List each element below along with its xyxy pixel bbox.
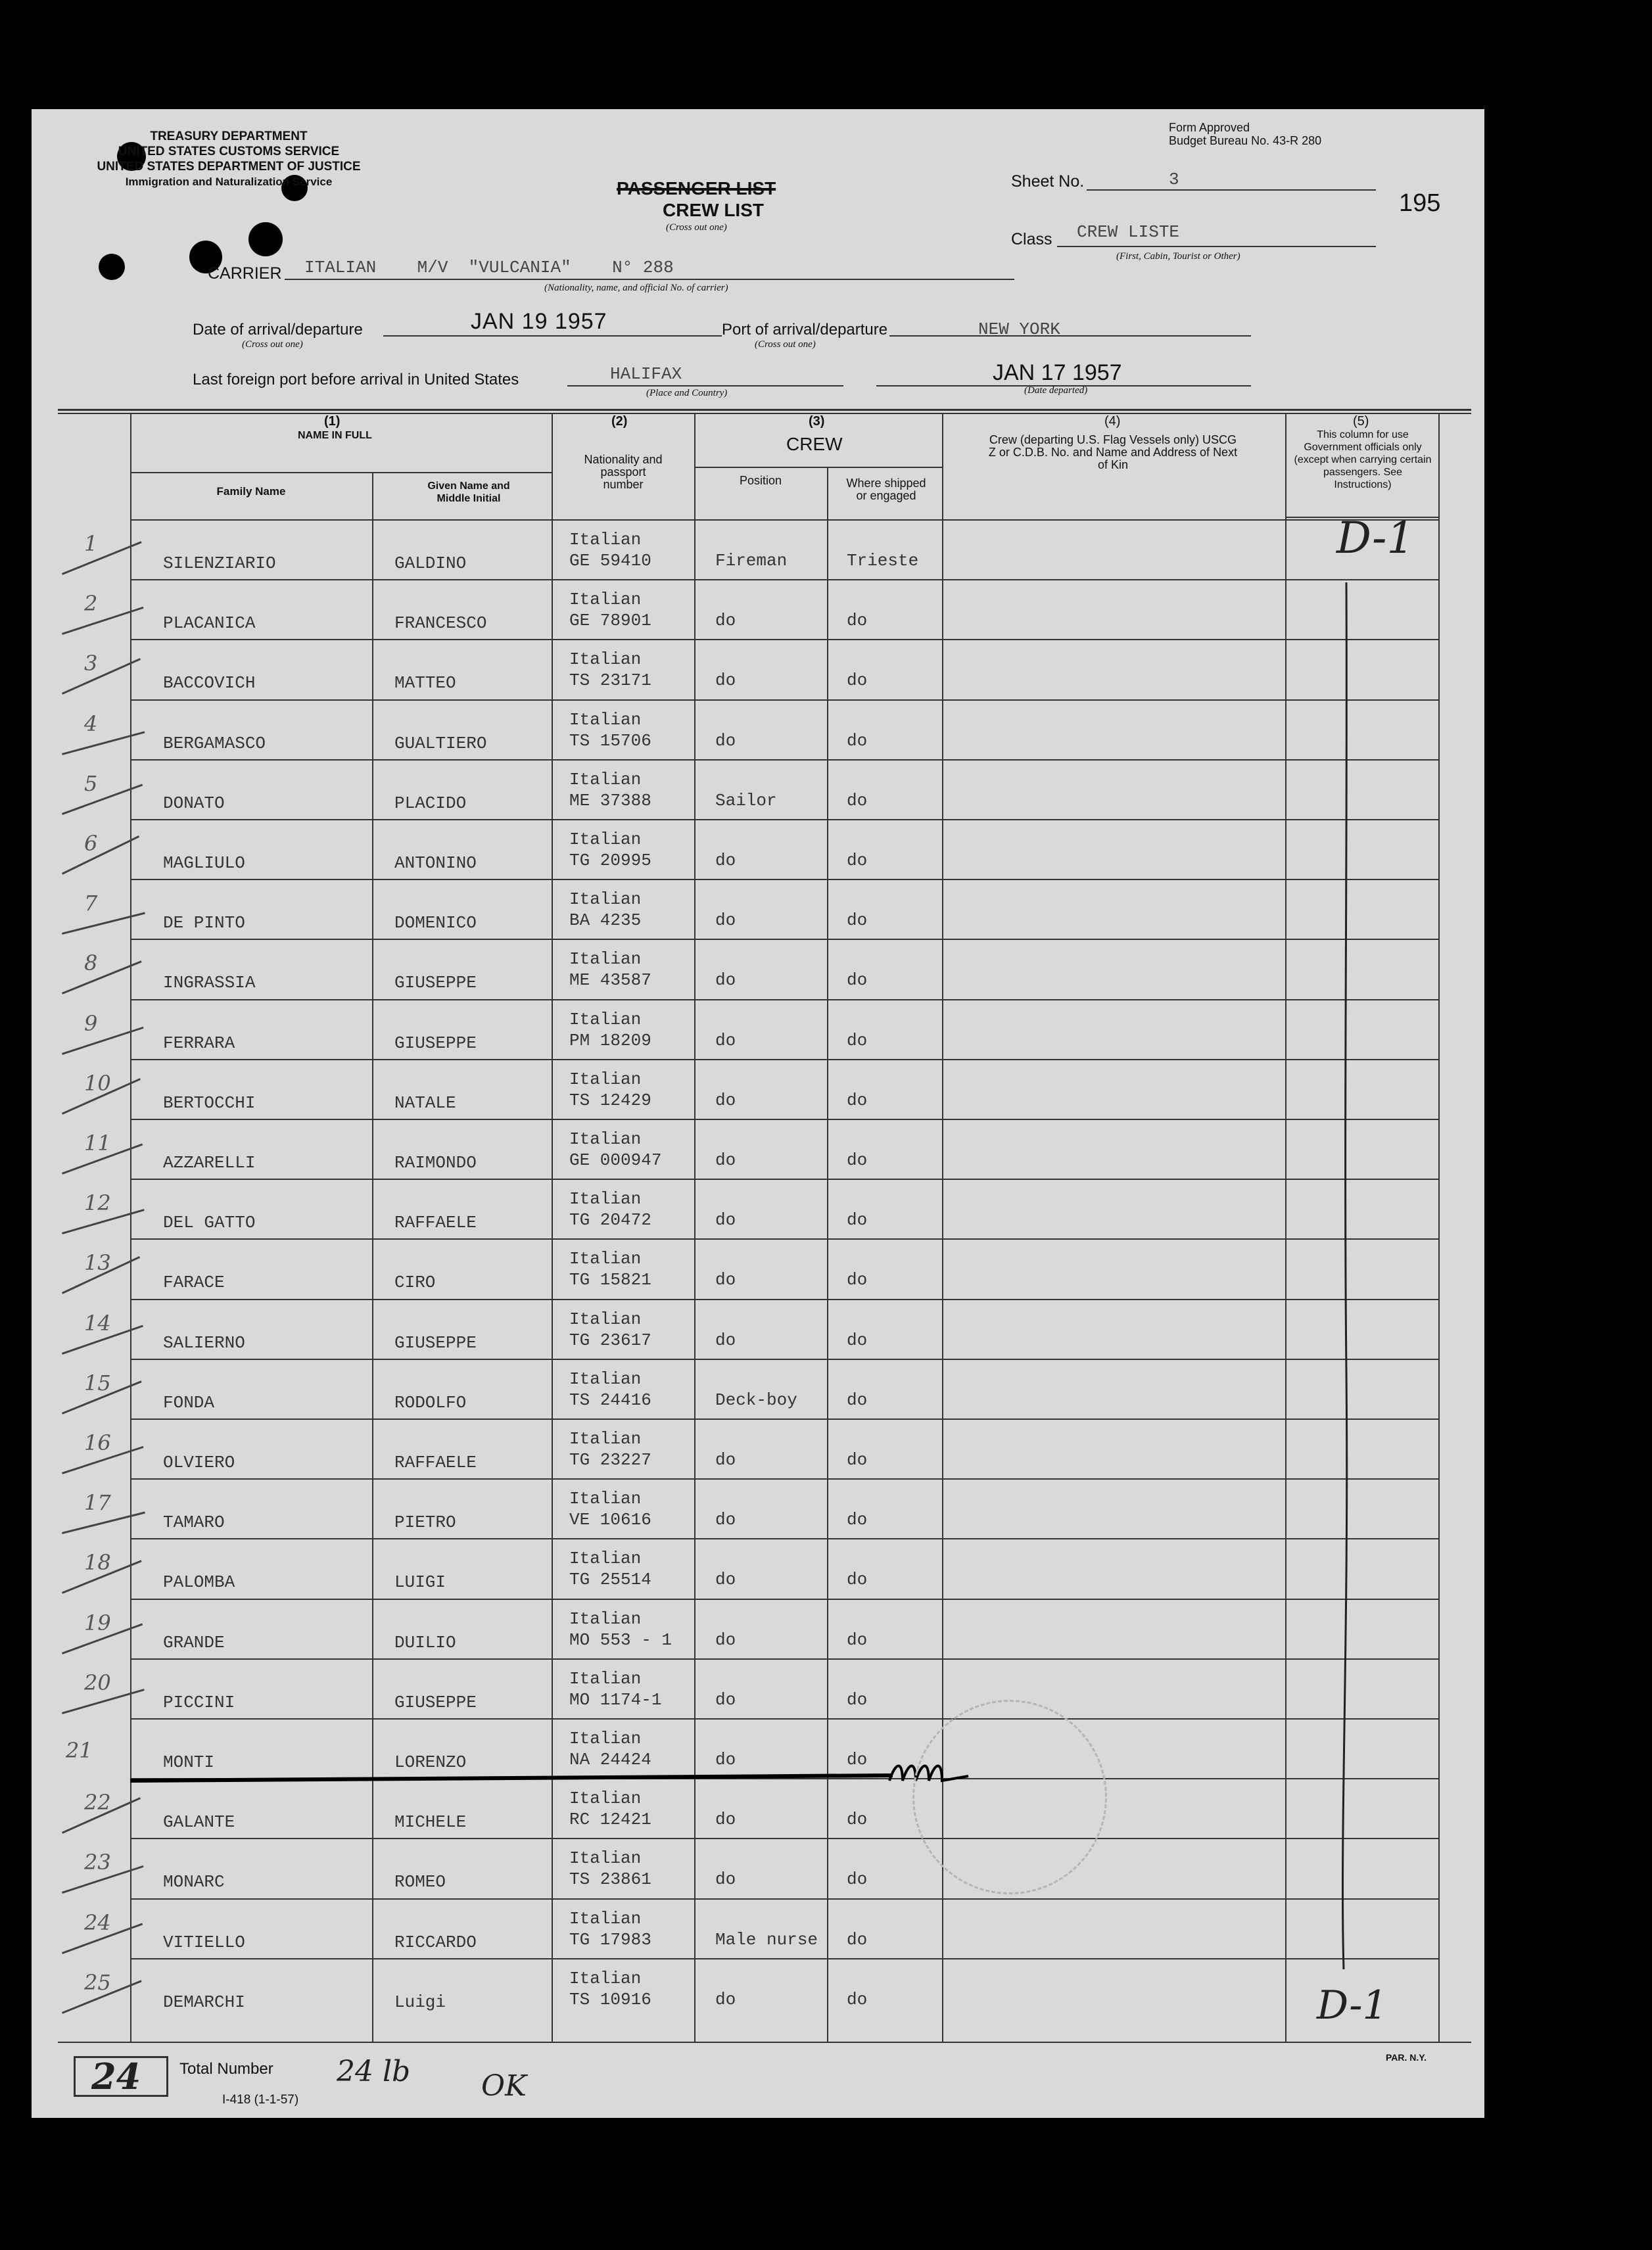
position-cell: do bbox=[715, 1031, 736, 1050]
passport-cell: PM 18209 bbox=[569, 1031, 651, 1050]
carrier-hint: (Nationality, name, and official No. of carrier) bbox=[544, 283, 728, 293]
row-number: 22 bbox=[84, 1790, 111, 1815]
col5-num: (5) bbox=[1353, 414, 1369, 429]
passport-cell: TG 20995 bbox=[569, 851, 651, 870]
passport-cell: BA 4235 bbox=[569, 910, 642, 930]
where-shipped-cell: do bbox=[847, 1750, 868, 1770]
position-cell: do bbox=[715, 1869, 736, 1889]
position-cell: do bbox=[715, 1090, 736, 1110]
nationality-cell: Italian bbox=[569, 949, 642, 969]
given-name-cell: NATALE bbox=[394, 1093, 456, 1113]
nationality-cell: Italian bbox=[569, 1609, 642, 1629]
given-name-cell: ROMEO bbox=[394, 1872, 446, 1892]
family-name-header: Family Name bbox=[216, 485, 286, 498]
where-shipped-cell: do bbox=[847, 611, 868, 630]
cross-out-hint-date: (Cross out one) bbox=[242, 339, 303, 350]
col4-title: Crew (departing U.S. Flag Vessels only) USCG Z or C.D.B. No. and Name and Address of Next of Kin bbox=[988, 433, 1238, 471]
ok-mark: OK bbox=[481, 2069, 527, 2103]
row-number: 23 bbox=[84, 1850, 111, 1875]
where-shipped-cell: do bbox=[847, 910, 868, 930]
family-name-cell: SALIERNO bbox=[163, 1333, 245, 1353]
nationality-cell: Italian bbox=[569, 1069, 642, 1089]
dept-line: UNITED STATES CUSTOMS SERVICE bbox=[118, 145, 340, 158]
family-name-cell: FONDA bbox=[163, 1393, 215, 1413]
crew-list-title: CREW LIST bbox=[663, 200, 764, 220]
row-number: 4 bbox=[84, 711, 98, 736]
nationality-cell: Italian bbox=[569, 1669, 642, 1689]
nationality-cell: Italian bbox=[569, 1010, 642, 1029]
given-name-cell: LORENZO bbox=[394, 1752, 467, 1772]
last-port-value: HALIFAX bbox=[610, 364, 682, 384]
family-name-cell: DEMARCHI bbox=[163, 1992, 245, 2012]
family-name-cell: DE PINTO bbox=[163, 913, 245, 933]
given-name-cell: CIRO bbox=[394, 1273, 436, 1292]
row-number: 24 bbox=[84, 1910, 111, 1935]
family-name-cell: BERTOCCHI bbox=[163, 1093, 256, 1113]
passport-cell: TG 23227 bbox=[569, 1450, 651, 1470]
handwritten-total: 24 lb bbox=[337, 2055, 411, 2088]
family-name-cell: DONATO bbox=[163, 793, 225, 813]
position-cell: do bbox=[715, 1570, 736, 1589]
passport-cell: ME 43587 bbox=[569, 970, 651, 990]
where-shipped-cell: do bbox=[847, 1810, 868, 1829]
nationality-cell: Italian bbox=[569, 830, 642, 849]
where-shipped-cell: do bbox=[847, 1990, 868, 2009]
position-cell: do bbox=[715, 1750, 736, 1770]
given-name-cell: FRANCESCO bbox=[394, 613, 487, 633]
where-shipped-cell: do bbox=[847, 1690, 868, 1710]
family-name-cell: MAGLIULO bbox=[163, 853, 245, 873]
passport-cell: TG 15821 bbox=[569, 1270, 651, 1290]
given-name-cell: GIUSEPPE bbox=[394, 1693, 477, 1712]
row-number: 1 bbox=[84, 531, 98, 556]
where-shipped-cell: Trieste bbox=[847, 551, 919, 571]
where-shipped-header: Where shipped or engaged bbox=[846, 477, 926, 502]
position-cell: do bbox=[715, 1450, 736, 1470]
position-cell: do bbox=[715, 851, 736, 870]
dept-line: UNITED STATES DEPARTMENT OF JUSTICE bbox=[97, 160, 361, 174]
position-cell: do bbox=[715, 670, 736, 690]
where-shipped-cell: do bbox=[847, 1450, 868, 1470]
family-name-cell: FERRARA bbox=[163, 1033, 235, 1053]
nationality-cell: Italian bbox=[569, 1969, 642, 1988]
position-cell: Fireman bbox=[715, 551, 788, 571]
col4-num: (4) bbox=[1104, 414, 1121, 429]
check-tick-mark bbox=[62, 658, 141, 695]
given-name-cell: PLACIDO bbox=[394, 793, 467, 813]
cross-out-hint-port: (Cross out one) bbox=[755, 339, 816, 350]
position-cell: do bbox=[715, 1630, 736, 1650]
place-country-hint: (Place and Country) bbox=[646, 388, 728, 398]
nationality-cell: Italian bbox=[569, 1729, 642, 1748]
nationality-cell: Italian bbox=[569, 1429, 642, 1449]
printer-mark: PAR. N.Y. bbox=[1386, 2052, 1427, 2063]
passport-cell: TS 12429 bbox=[569, 1090, 651, 1110]
row-number: 21 bbox=[66, 1738, 93, 1763]
check-tick-mark bbox=[62, 835, 139, 875]
column5-note-top: D-1 bbox=[1336, 513, 1415, 563]
given-name-cell: DUILIO bbox=[394, 1633, 456, 1652]
family-name-cell: GALANTE bbox=[163, 1812, 235, 1832]
sheet-value: 3 bbox=[1169, 170, 1179, 189]
where-shipped-cell: do bbox=[847, 1930, 868, 1950]
row-number: 10 bbox=[84, 1071, 111, 1096]
total-box bbox=[74, 2056, 168, 2097]
position-cell: do bbox=[715, 1210, 736, 1230]
passport-cell: NA 24424 bbox=[569, 1750, 651, 1770]
column5-bracket-line bbox=[1320, 582, 1373, 1996]
family-name-cell: SILENZIARIO bbox=[163, 553, 276, 573]
position-cell: do bbox=[715, 970, 736, 990]
family-name-cell: BERGAMASCO bbox=[163, 734, 266, 753]
position-cell: do bbox=[715, 1810, 736, 1829]
nationality-cell: Italian bbox=[569, 1489, 642, 1509]
total-number-label: Total Number bbox=[179, 2060, 273, 2078]
where-shipped-cell: do bbox=[847, 791, 868, 810]
given-name-cell: RICCARDO bbox=[394, 1933, 477, 1952]
last-port-label: Last foreign port before arrival in United States bbox=[193, 371, 519, 388]
family-name-cell: MONTI bbox=[163, 1752, 215, 1772]
family-name-cell: PALOMBA bbox=[163, 1572, 235, 1592]
given-name-cell: MICHELE bbox=[394, 1812, 467, 1832]
position-cell: do bbox=[715, 1510, 736, 1530]
class-hint: (First, Cabin, Tourist or Other) bbox=[1116, 251, 1240, 262]
family-name-cell: TAMARO bbox=[163, 1512, 225, 1532]
passport-cell: TS 24416 bbox=[569, 1390, 651, 1410]
col1-num: (1) bbox=[324, 414, 341, 429]
row-number: 5 bbox=[84, 771, 98, 796]
given-name-cell: Luigi bbox=[394, 1992, 446, 2012]
given-name-cell: GUALTIERO bbox=[394, 734, 487, 753]
family-name-cell: AZZARELLI bbox=[163, 1153, 256, 1173]
col3-title: CREW bbox=[786, 434, 843, 454]
passport-cell: GE 78901 bbox=[569, 611, 651, 630]
carrier-value: ITALIAN M/V "VULCANIA" N° 288 bbox=[304, 258, 674, 277]
where-shipped-cell: do bbox=[847, 731, 868, 751]
passport-cell: TS 10916 bbox=[569, 1990, 651, 2009]
given-name-cell: RAFFAELE bbox=[394, 1453, 477, 1472]
dept-line: Immigration and Naturalization Service bbox=[125, 176, 333, 188]
date-departed-hint: (Date departed) bbox=[1024, 385, 1088, 396]
col2-title: Nationality and passport number bbox=[584, 453, 663, 491]
position-cell: do bbox=[715, 910, 736, 930]
family-name-cell: DEL GATTO bbox=[163, 1213, 256, 1232]
nationality-cell: Italian bbox=[569, 1189, 642, 1209]
check-tick-mark bbox=[62, 912, 145, 935]
passport-cell: ME 37388 bbox=[569, 791, 651, 810]
where-shipped-cell: do bbox=[847, 1510, 868, 1530]
passport-cell: GE 000947 bbox=[569, 1150, 662, 1170]
nationality-cell: Italian bbox=[569, 530, 642, 550]
where-shipped-cell: do bbox=[847, 970, 868, 990]
where-shipped-cell: do bbox=[847, 851, 868, 870]
position-cell: Male nurse bbox=[715, 1930, 818, 1950]
passport-cell: TG 25514 bbox=[569, 1570, 651, 1589]
passport-cell: TG 23617 bbox=[569, 1330, 651, 1350]
where-shipped-cell: do bbox=[847, 1210, 868, 1230]
position-cell: Deck-boy bbox=[715, 1390, 797, 1410]
passport-cell: TS 23861 bbox=[569, 1869, 651, 1889]
passport-cell: TG 17983 bbox=[569, 1930, 651, 1950]
port-label: Port of arrival/departure bbox=[722, 321, 888, 339]
check-tick-mark bbox=[62, 731, 145, 755]
row-number: 14 bbox=[84, 1311, 111, 1336]
row-number: 7 bbox=[84, 891, 98, 916]
row-number: 8 bbox=[84, 950, 98, 975]
given-name-cell: RODOLFO bbox=[394, 1393, 467, 1413]
date-departed-stamp: JAN 17 1957 bbox=[993, 360, 1122, 385]
nationality-cell: Italian bbox=[569, 710, 642, 730]
total-box-value: 24 bbox=[91, 2055, 141, 2098]
family-name-cell: VITIELLO bbox=[163, 1933, 245, 1952]
official-seal bbox=[912, 1700, 1107, 1894]
where-shipped-cell: do bbox=[847, 1630, 868, 1650]
row-number: 6 bbox=[84, 831, 98, 856]
col2-num: (2) bbox=[611, 414, 628, 429]
row-number: 13 bbox=[84, 1250, 111, 1275]
passport-cell: MO 553 - 1 bbox=[569, 1630, 673, 1650]
nationality-cell: Italian bbox=[569, 1909, 642, 1929]
family-name-cell: PICCINI bbox=[163, 1693, 235, 1712]
row-number: 11 bbox=[84, 1131, 111, 1156]
nationality-cell: Italian bbox=[569, 1369, 642, 1389]
nationality-cell: Italian bbox=[569, 1789, 642, 1808]
page-number: 195 bbox=[1399, 189, 1441, 217]
port-value: NEW YORK bbox=[978, 319, 1060, 339]
class-value: CREW LISTE bbox=[1077, 222, 1180, 242]
col1-title: NAME IN FULL bbox=[298, 430, 372, 441]
position-cell: do bbox=[715, 731, 736, 751]
given-name-cell: PIETRO bbox=[394, 1512, 456, 1532]
passport-cell: TS 23171 bbox=[569, 670, 651, 690]
family-name-cell: BACCOVICH bbox=[163, 673, 256, 693]
family-name-cell: PLACANICA bbox=[163, 613, 256, 633]
sheet-label: Sheet No. bbox=[1011, 172, 1085, 191]
family-name-cell: GRANDE bbox=[163, 1633, 225, 1652]
class-label: Class bbox=[1011, 230, 1052, 248]
row-number: 2 bbox=[84, 591, 98, 616]
where-shipped-cell: do bbox=[847, 1150, 868, 1170]
family-name-cell: INGRASSIA bbox=[163, 973, 256, 993]
position-cell: do bbox=[715, 611, 736, 630]
col5-title: This column for use Government officials only (except when carrying certain passengers. See Instructions) bbox=[1294, 429, 1432, 490]
row-number: 16 bbox=[84, 1430, 111, 1455]
nationality-cell: Italian bbox=[569, 889, 642, 909]
nationality-cell: Italian bbox=[569, 1848, 642, 1868]
given-name-cell: LUIGI bbox=[394, 1572, 446, 1592]
passenger-list-title: PASSENGER LIST bbox=[617, 178, 776, 199]
passport-cell: GE 59410 bbox=[569, 551, 651, 571]
passport-cell: TS 15706 bbox=[569, 731, 651, 751]
given-name-cell: MATTEO bbox=[394, 673, 456, 693]
row-number: 25 bbox=[84, 1970, 111, 1995]
given-name-cell: ANTONINO bbox=[394, 853, 477, 873]
row-number: 15 bbox=[84, 1371, 111, 1395]
col3-num: (3) bbox=[809, 414, 825, 429]
row-number: 20 bbox=[84, 1670, 111, 1695]
nationality-cell: Italian bbox=[569, 590, 642, 609]
where-shipped-cell: do bbox=[847, 1090, 868, 1110]
where-shipped-cell: do bbox=[847, 1031, 868, 1050]
family-name-cell: MONARC bbox=[163, 1872, 225, 1892]
crew-table bbox=[32, 109, 1484, 2118]
carrier-label: CARRIER bbox=[208, 264, 282, 283]
row-number: 17 bbox=[84, 1490, 111, 1515]
given-name-cell: GIUSEPPE bbox=[394, 1333, 477, 1353]
passport-cell: RC 12421 bbox=[569, 1810, 651, 1829]
position-cell: do bbox=[715, 1330, 736, 1350]
given-name-header: Given Name and Middle Initial bbox=[427, 480, 510, 504]
position-cell: do bbox=[715, 1270, 736, 1290]
nationality-cell: Italian bbox=[569, 1549, 642, 1568]
where-shipped-cell: do bbox=[847, 1570, 868, 1589]
cross-out-hint: (Cross out one) bbox=[666, 222, 727, 233]
given-name-cell: RAIMONDO bbox=[394, 1153, 477, 1173]
row-number: 3 bbox=[84, 651, 98, 676]
given-name-cell: GIUSEPPE bbox=[394, 973, 477, 993]
nationality-cell: Italian bbox=[569, 649, 642, 669]
nationality-cell: Italian bbox=[569, 770, 642, 789]
column5-note-bottom: D-1 bbox=[1317, 1982, 1388, 2028]
where-shipped-cell: do bbox=[847, 670, 868, 690]
budget-bureau: Budget Bureau No. 43-R 280 bbox=[1169, 134, 1322, 147]
date-stamp: JAN 19 1957 bbox=[471, 309, 607, 334]
passport-cell: TG 20472 bbox=[569, 1210, 651, 1230]
row-number: 9 bbox=[84, 1011, 98, 1036]
nationality-cell: Italian bbox=[569, 1129, 642, 1149]
row-number: 18 bbox=[84, 1550, 111, 1575]
where-shipped-cell: do bbox=[847, 1330, 868, 1350]
given-name-cell: RAFFAELE bbox=[394, 1213, 477, 1232]
form-number: I-418 (1-1-57) bbox=[222, 2093, 299, 2107]
where-shipped-cell: do bbox=[847, 1270, 868, 1290]
form-approved: Form Approved bbox=[1169, 121, 1250, 134]
where-shipped-cell: do bbox=[847, 1869, 868, 1889]
dept-line: TREASURY DEPARTMENT bbox=[150, 129, 308, 143]
given-name-cell: GIUSEPPE bbox=[394, 1033, 477, 1053]
date-label: Date of arrival/departure bbox=[193, 321, 363, 339]
position-cell: do bbox=[715, 1690, 736, 1710]
position-cell: do bbox=[715, 1990, 736, 2009]
where-shipped-cell: do bbox=[847, 1390, 868, 1410]
passport-cell: VE 10616 bbox=[569, 1510, 651, 1530]
row-number: 19 bbox=[84, 1610, 111, 1635]
position-cell: do bbox=[715, 1150, 736, 1170]
crew-list-sheet bbox=[32, 109, 1484, 2118]
position-cell: Sailor bbox=[715, 791, 777, 810]
passport-cell: MO 1174-1 bbox=[569, 1690, 662, 1710]
given-name-cell: GALDINO bbox=[394, 553, 467, 573]
nationality-cell: Italian bbox=[569, 1309, 642, 1329]
family-name-cell: OLVIERO bbox=[163, 1453, 235, 1472]
row-number: 12 bbox=[84, 1190, 111, 1215]
position-header: Position bbox=[739, 474, 782, 487]
given-name-cell: DOMENICO bbox=[394, 913, 477, 933]
family-name-cell: FARACE bbox=[163, 1273, 225, 1292]
nationality-cell: Italian bbox=[569, 1249, 642, 1269]
